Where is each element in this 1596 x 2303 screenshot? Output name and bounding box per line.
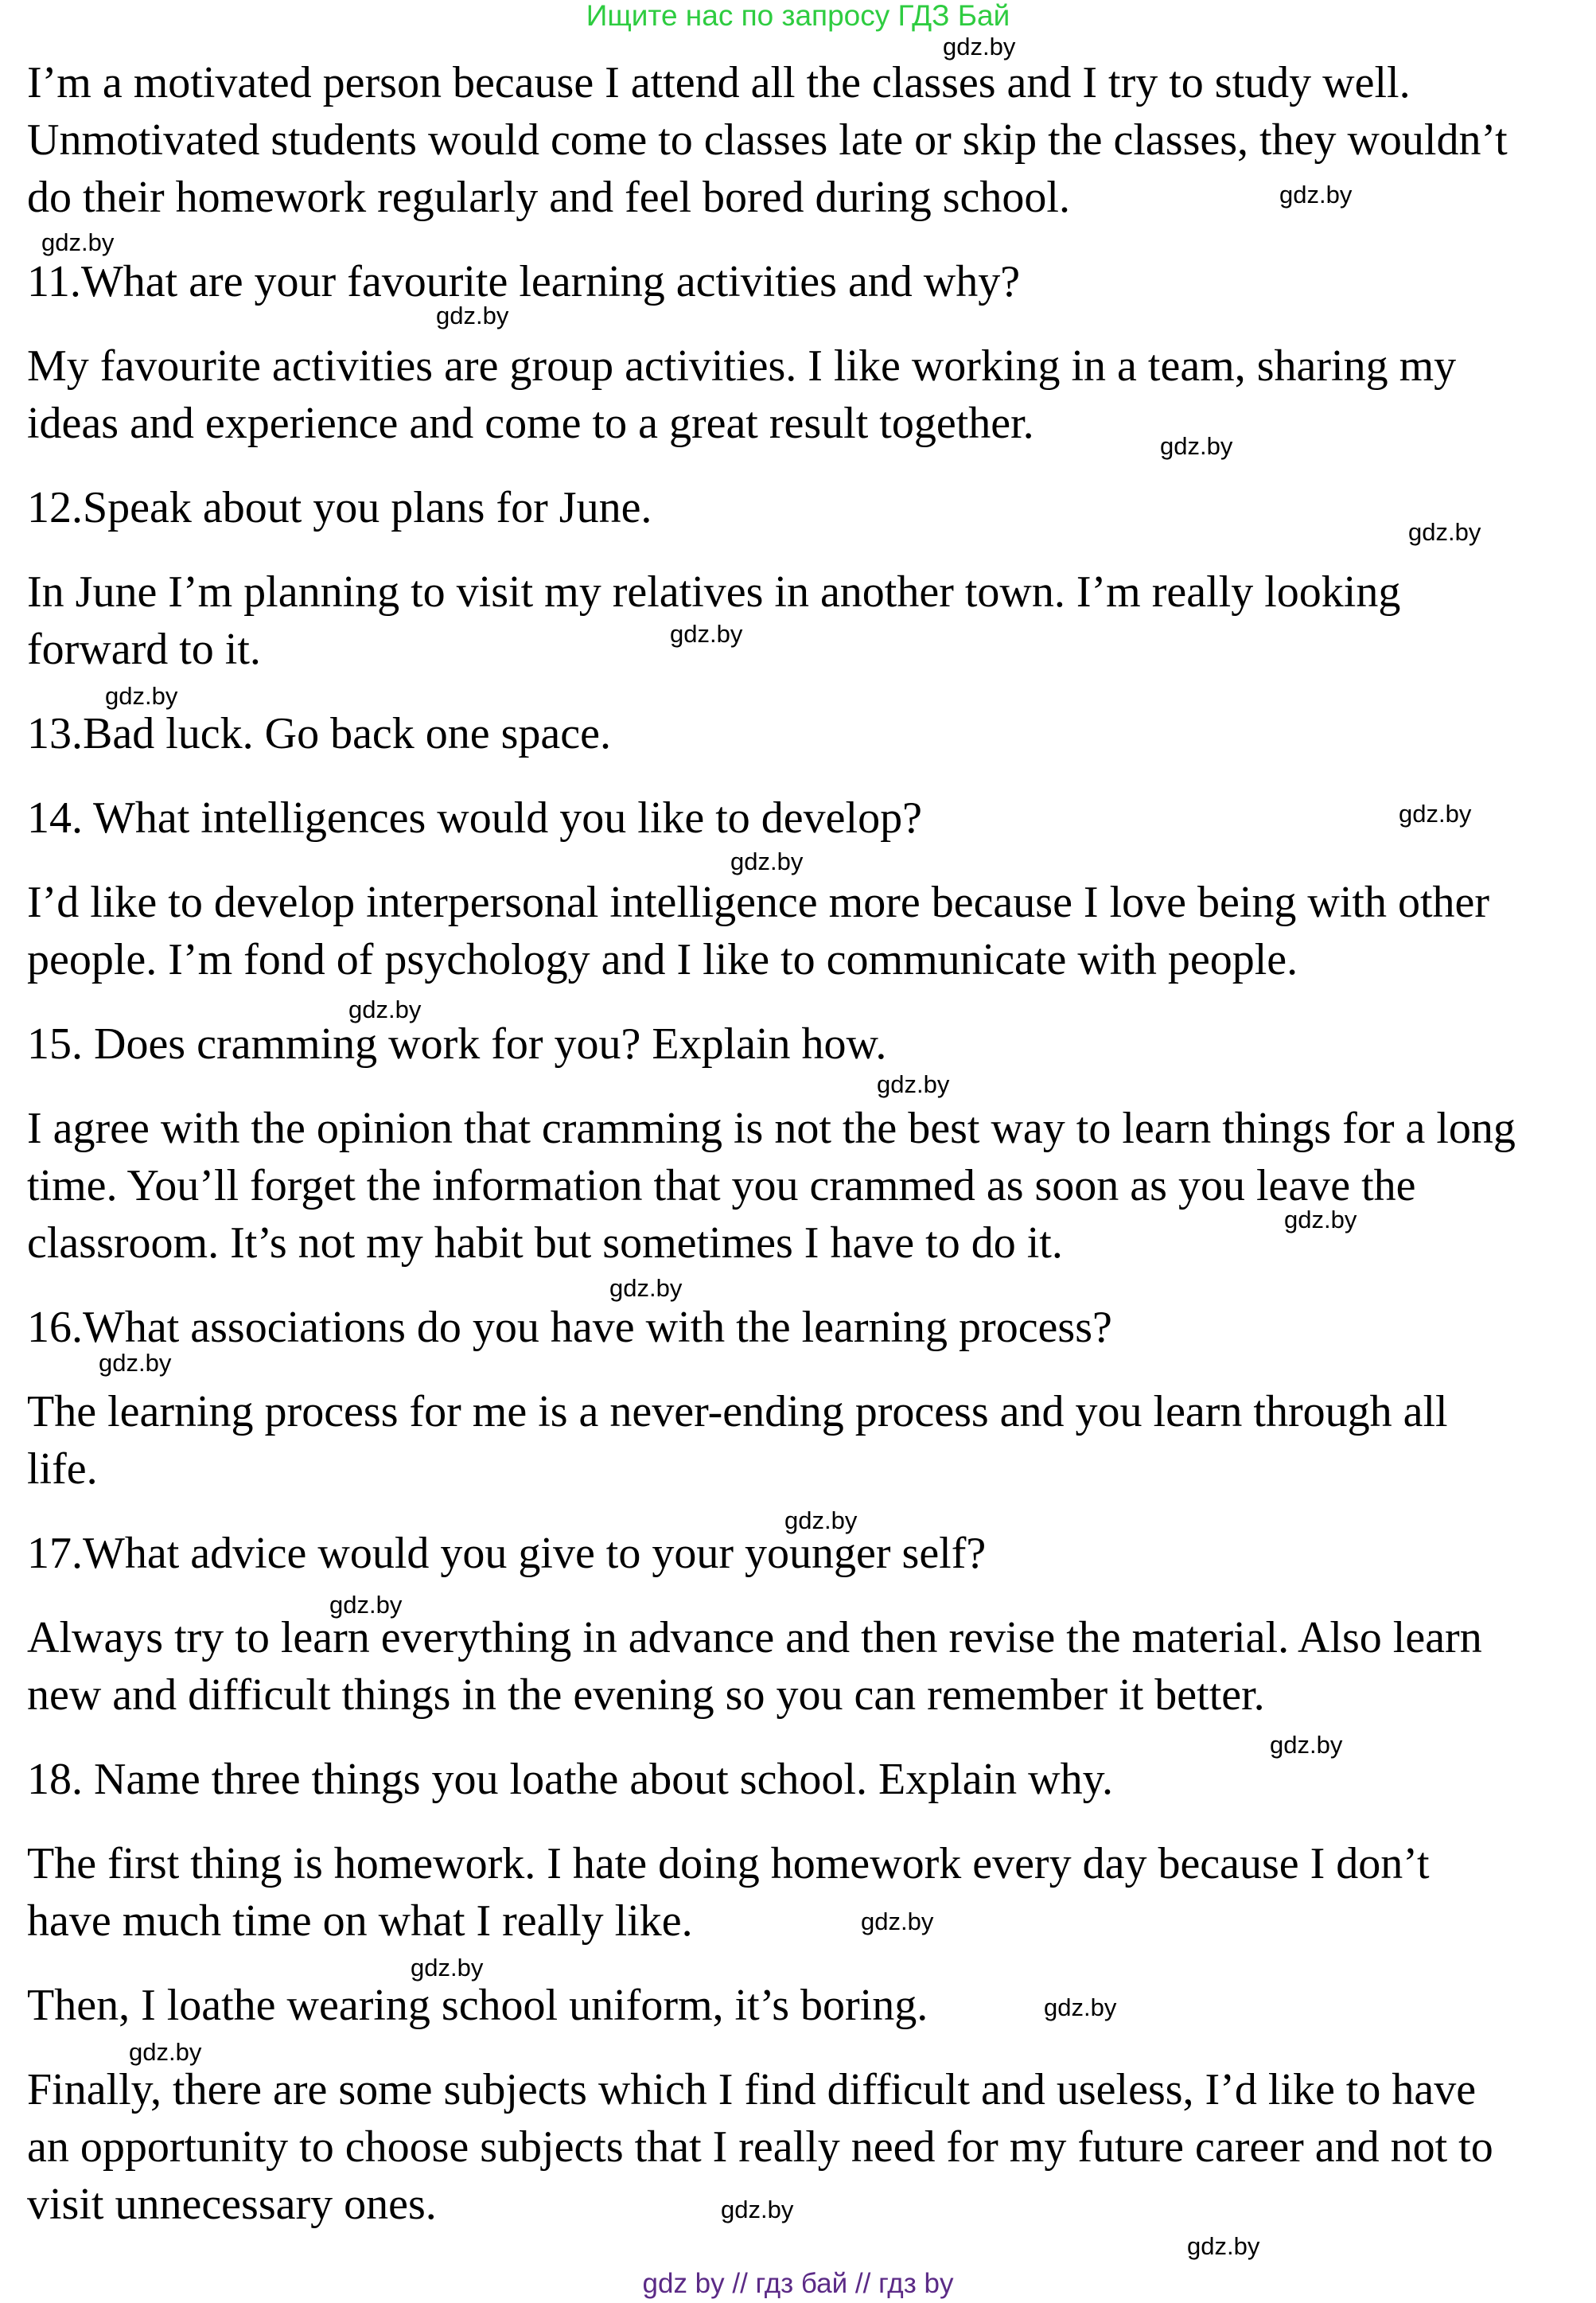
watermark: gdz.by [411, 1954, 484, 1982]
answer-line: I agree with the opinion that cramming is not the best way to learn things for a long [27, 1104, 1516, 1153]
watermark: gdz.by [105, 682, 178, 710]
answer-line: visit unnecessary ones. [27, 2180, 437, 2229]
watermark: gdz.by [1270, 1731, 1343, 1759]
watermark: gdz.by [1160, 432, 1233, 460]
question-15: 15. Does cramming work for you? Explain how. [27, 1019, 887, 1069]
watermark: gdz.by [1279, 181, 1353, 208]
watermark: gdz.by [609, 1274, 683, 1302]
answer-line: ideas and experience and come to a great result together. [27, 399, 1034, 448]
answer-line: an opportunity to choose subjects that I really need for my future career and not to [27, 2122, 1493, 2172]
watermark: gdz.by [861, 1907, 934, 1935]
answer-line: time. You’ll forget the information that you crammed as soon as you leave the [27, 1161, 1416, 1210]
answer-line: The learning process for me is a never-ending process and you learn through all [27, 1387, 1448, 1436]
watermark: gdz.by [99, 1349, 172, 1377]
question-18: 18. Name three things you loathe about school. Explain why. [27, 1755, 1113, 1804]
question-13: 13.Bad luck. Go back one space. [27, 709, 611, 758]
answer-line: new and difficult things in the evening so you can remember it better. [27, 1670, 1265, 1720]
question-12: 12.Speak about you plans for June. [27, 483, 652, 532]
watermark: gdz.by [1187, 2232, 1260, 2260]
question-16: 16.What associations do you have with the learning process? [27, 1303, 1112, 1352]
answer-line: people. I’m fond of psychology and I like to communicate with people. [27, 935, 1298, 984]
answer-line: Unmotivated students would come to classes late or skip the classes, they wouldn’t [27, 115, 1508, 165]
question-14: 14. What intelligences would you like to develop? [27, 793, 922, 843]
watermark: gdz.by [784, 1506, 858, 1534]
question-17: 17.What advice would you give to your younger self? [27, 1529, 987, 1578]
answer-line: forward to it. [27, 625, 261, 674]
answer-line: My favourite activities are group activities. I like working in a team, sharing my [27, 341, 1457, 391]
question-11: 11.What are your favourite learning activities and why? [27, 257, 1021, 306]
answer-line: classroom. It’s not my habit but sometimes I have to do it. [27, 1218, 1063, 1268]
watermark: gdz.by [329, 1591, 403, 1619]
watermark: gdz.by [1284, 1206, 1357, 1233]
watermark: gdz.by [730, 848, 804, 875]
answer-line: The first thing is homework. I hate doing homework every day because I don’t [27, 1839, 1430, 1888]
answer-line: Then, I loathe wearing school uniform, it’s boring. [27, 1981, 928, 2030]
footer-site-links[interactable]: gdz by // гдз бай // гдз by [642, 2268, 954, 2299]
watermark: gdz.by [721, 2196, 794, 2223]
watermark: gdz.by [436, 302, 509, 329]
watermark: gdz.by [1044, 1993, 1117, 2021]
answer-line: I’d like to develop interpersonal intelligence more because I love being with other [27, 878, 1490, 927]
watermark: gdz.by [1408, 518, 1481, 546]
answer-line: In June I’m planning to visit my relatives in another town. I’m really looking [27, 567, 1401, 617]
answer-line: have much time on what I really like. [27, 1896, 693, 1946]
watermark: gdz.by [41, 228, 115, 256]
search-hint-banner: Ищите нас по запросу ГДЗ Бай [586, 0, 1010, 32]
answer-line: Always try to learn everything in advance and then revise the material. Also learn [27, 1613, 1482, 1662]
answer-line: I’m a motivated person because I attend all the classes and I try to study well. [27, 58, 1411, 107]
watermark: gdz.by [943, 33, 1016, 60]
watermark: gdz.by [670, 620, 743, 648]
watermark: gdz.by [348, 996, 422, 1023]
answer-line: do their homework regularly and feel bored during school. [27, 173, 1070, 222]
answer-line: life. [27, 1444, 98, 1494]
watermark: gdz.by [1399, 800, 1472, 828]
watermark: gdz.by [877, 1070, 950, 1098]
document-body [27, 54, 1586, 2233]
watermark: gdz.by [129, 2038, 202, 2066]
answer-line: Finally, there are some subjects which I find difficult and useless, I’d like to have [27, 2065, 1477, 2114]
